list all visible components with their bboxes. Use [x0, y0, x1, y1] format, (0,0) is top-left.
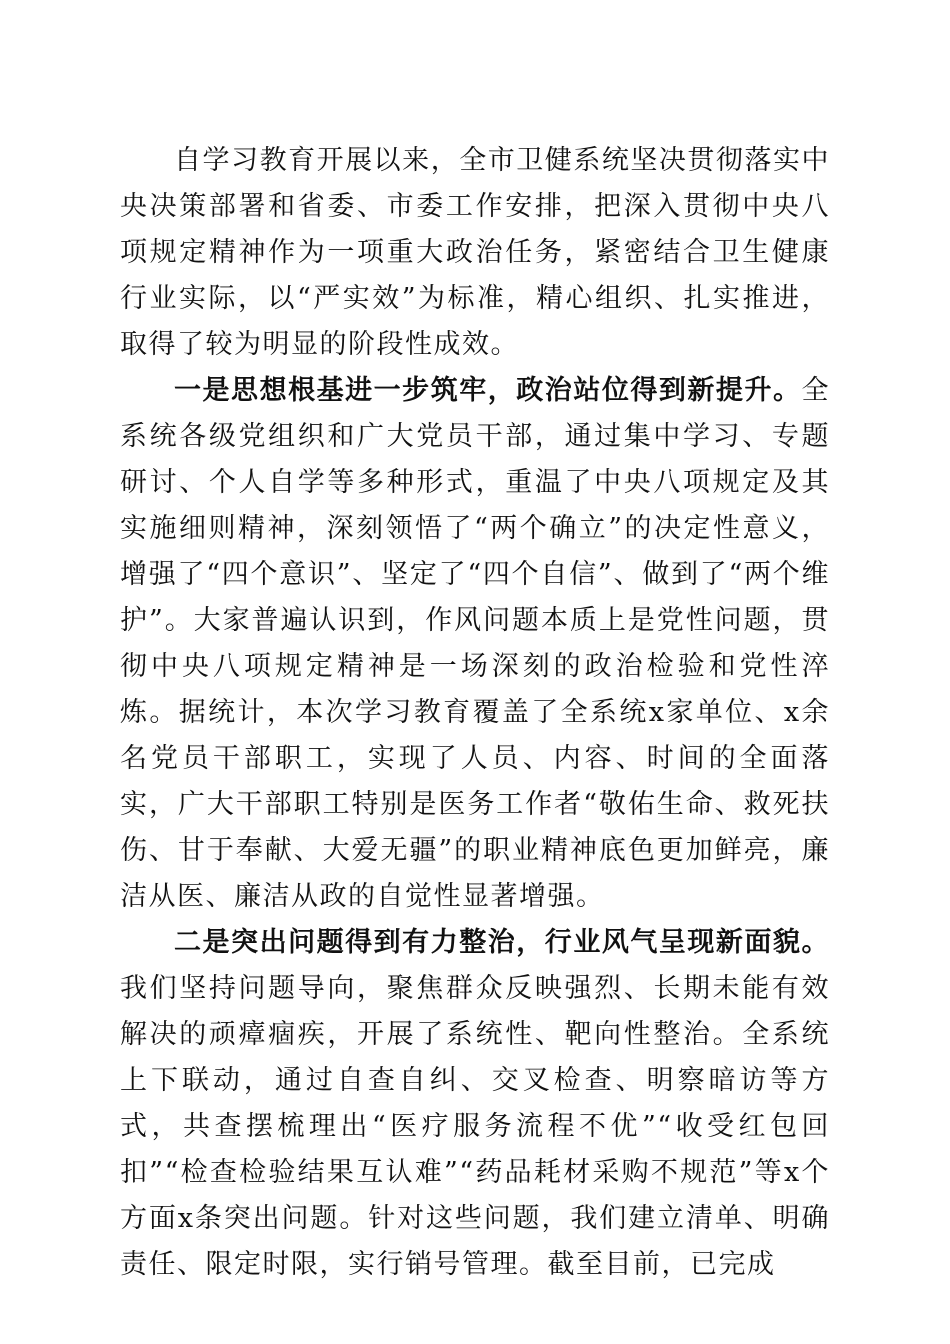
document-body [120, 138, 830, 1288]
paragraph-intro [120, 138, 830, 368]
paragraph-point-one [120, 368, 830, 920]
paragraph-point-two-text: 我们坚持问题导向，聚焦群众反映强烈、长期未能有效解决的顽瘴痼疾，开展了系统性、靶向性整治。全系统上下联动，通过自查自纠、交叉检查、明察暗访等方式，共查摆梳理出“医疗服务流程不优”“收受红包回扣”“检查检验结果互认难”“药品耗材采购不规范”等x个方面x条突出问题。针对这些问题，我们建立清单、明确责任、限定时限，实行销号管理。截至目前，已完成 [120, 973, 830, 1280]
paragraph-point-two [120, 920, 830, 1288]
paragraph-point-two-heading: 二是突出问题得到有力整治，行业风气呈现新面貌。 [174, 927, 830, 958]
paragraph-point-one-heading: 一是思想根基进一步筑牢，政治站位得到新提升。 [174, 375, 802, 406]
paragraph-intro-text: 自学习教育开展以来，全市卫健系统坚决贯彻落实中央决策部署和省委、市委工作安排，把深入贯彻中央八项规定精神作为一项重大政治任务，紧密结合卫生健康行业实际，以“严实效”为标准，精心组织、扎实推进，取得了较为明显的阶段性成效。 [120, 145, 830, 360]
paragraph-point-one-text: 全系统各级党组织和广大党员干部，通过集中学习、专题研讨、个人自学等多种形式，重温了中央八项规定及其实施细则精神，深刻领悟了“两个确立”的决定性意义，增强了“四个意识”、坚定了“四个自信”、做到了“两个维护”。大家普遍认识到，作风问题本质上是党性问题，贯彻中央八项规定精神是一场深刻的政治检验和党性淬炼。据统计，本次学习教育覆盖了全系统x家单位、x余名党员干部职工，实现了人员、内容、时间的全面落实，广大干部职工特别是医务工作者“敬佑生命、救死扶伤、甘于奉献、大爱无疆”的职业精神底色更加鲜亮，廉洁从医、廉洁从政的自觉性显著增强。 [120, 375, 830, 912]
